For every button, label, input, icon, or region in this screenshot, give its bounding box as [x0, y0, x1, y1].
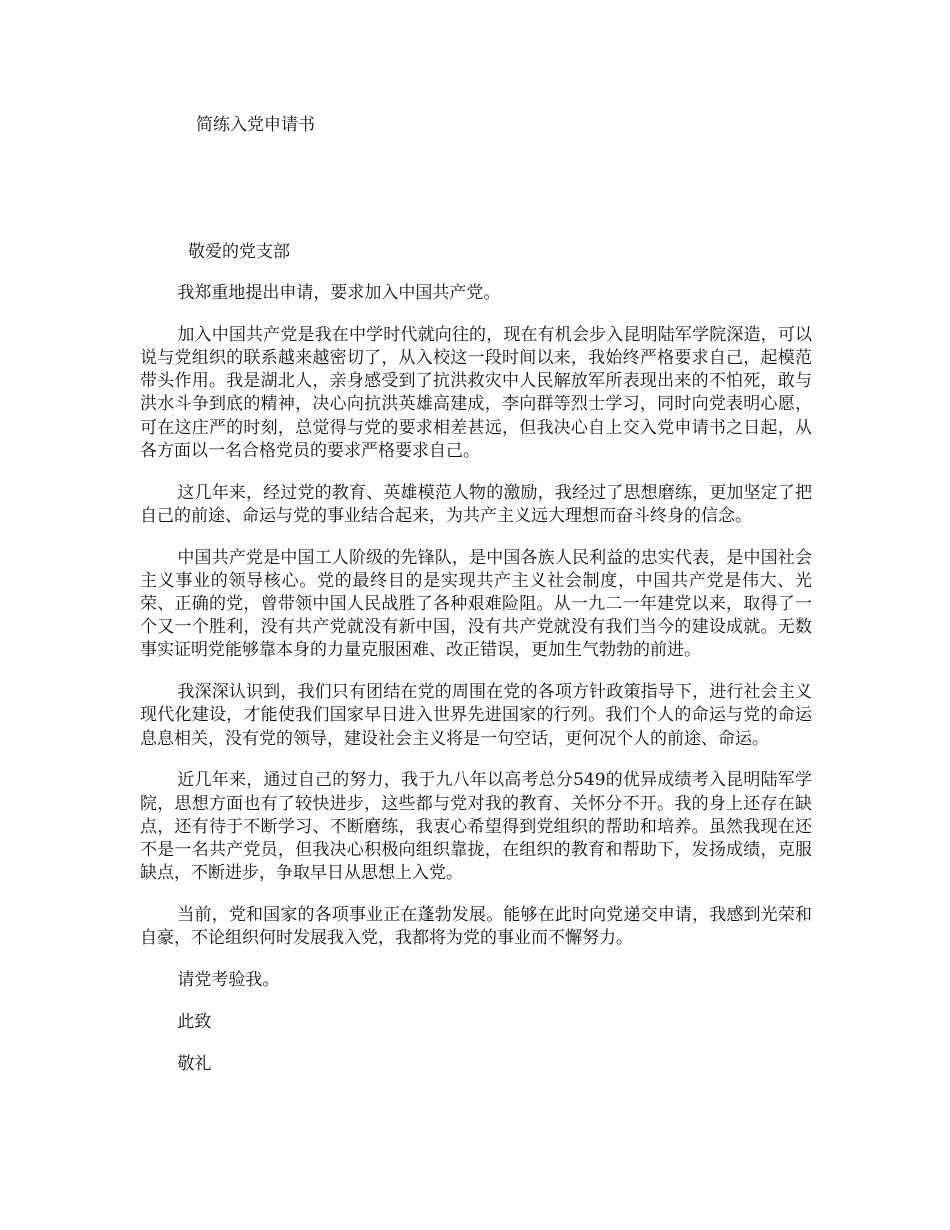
paragraph: 当前，党和国家的各项事业正在蓬勃发展。能够在此时向党递交申请，我感到光荣和自豪，不论组织何时发展我入党，我都将为党的事业而不懈努力。 — [140, 905, 812, 949]
paragraph: 我深深认识到，我们只有团结在党的周围在党的各项方针政策指导下，进行社会主义现代化建设，才能使我们国家早日进入世界先进国家的行列。我们个人的命运与党的命运息息相关，没有党的领导，建设社会主义将是一句空话，更何况个人的前途、命运。 — [140, 682, 812, 749]
paragraph: 这几年来，经过党的教育、英雄模范人物的激励，我经过了思想磨练，更加坚定了把自己的前途、命运与党的事业结合起来，为共产主义远大理想而奋斗终身的信念。 — [140, 482, 812, 526]
paragraph: 加入中国共产党是我在中学时代就向往的，现在有机会步入昆明陆军学院深造，可以说与党组织的联系越来越密切了，从入校这一段时间以来，我始终严格要求自己，起模范带头作用。我是湖北人，亲身感受到了抗洪救灾中人民解放军所表现出来的不怕死，敢与洪水斗争到底的精神，决心向抗洪英雄高建成，李向群等烈士学习，同时向党表明心愿，可在这庄严的时刻，总觉得与党的要求相差甚远，但我决心自上交入党申请书之日起，从各方面以一名合格党员的要求严格要求自己。 — [140, 324, 812, 461]
closing-phrase: 此致 — [177, 1011, 212, 1032]
closing-salute: 敬礼 — [177, 1053, 212, 1074]
paragraph: 我郑重地提出申请，要求加入中国共产党。 — [177, 283, 501, 303]
paragraph: 中国共产党是中国工人阶级的先锋队，是中国各族人民利益的忠实代表，是中国社会主义事业的领导核心。党的最终目的是实现共产主义社会制度，中国共产党是伟大、光荣、正确的党，曾带领中国人民战胜了各种艰难险阻。从一九二一年建党以来，取得了一个又一个胜利，没有共产党就没有新中国，没有共产党就没有我们当今的建设成就。无数事实证明党能够靠本身的力量克服困难、改正错误，更加生气勃勃的前进。 — [140, 547, 812, 661]
letter-body — [140, 282, 812, 1094]
paragraph: 近几年来，通过自己的努力，我于九八年以高考总分549的优异成绩考入昆明陆军学院，思想方面也有了较快进步，这些都与党对我的教育、关怀分不开。我的身上还存在缺点，还有待于不断学习、不断磨练，我衷心希望得到党组织的帮助和培养。虽然我现在还不是一名共产党员，但我决心积极向组织靠拢，在组织的教育和帮助下，发扬成绩，克服缺点，不断进步，争取早日从思想上入党。 — [140, 770, 812, 884]
paragraph: 请党考验我。 — [177, 970, 280, 991]
document-title: 简练入党申请书 — [196, 115, 315, 135]
salutation: 敬爱的党支部 — [188, 242, 290, 262]
